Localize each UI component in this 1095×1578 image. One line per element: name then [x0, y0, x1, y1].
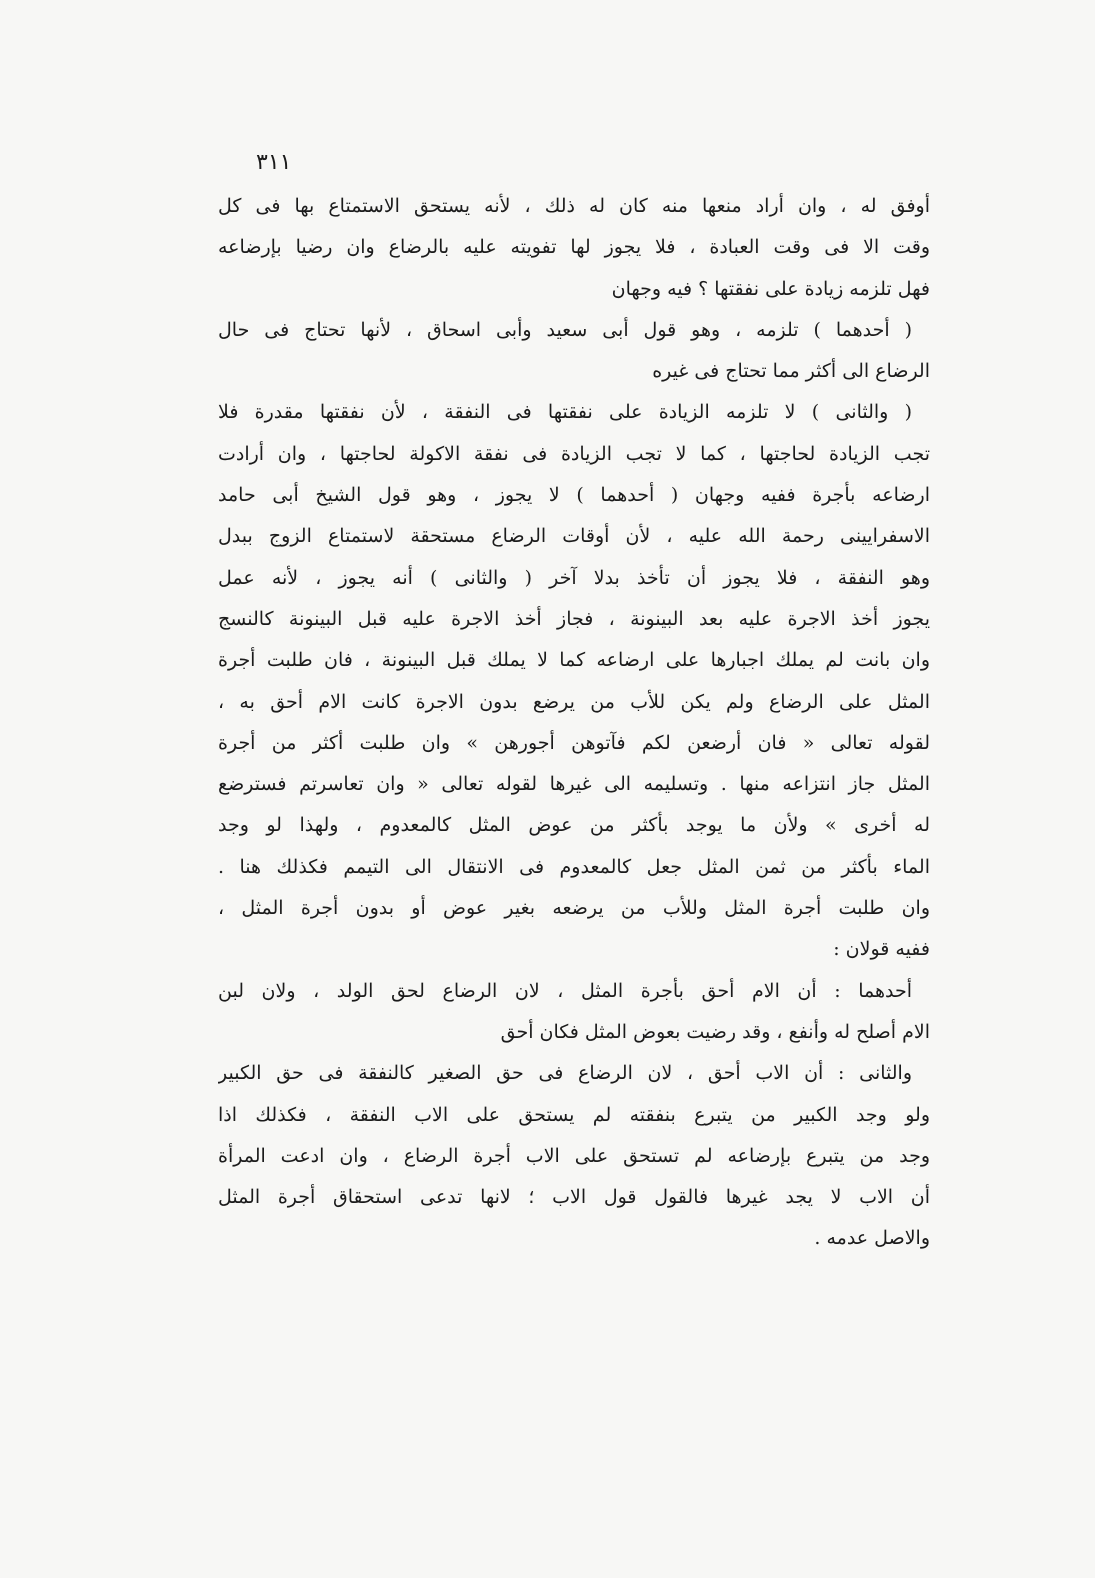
text-line: المثل جاز انتزاعه منها . وتسليمه الى غيرها لقوله تعالى « وان تعاسرتم فسترضع	[218, 773, 930, 796]
text-line: لقوله تعالى « فان أرضعن لكم فآتوهن أجورهن » وان طلبت أكثر من أجرة	[218, 731, 930, 754]
text-line: ( أحدهما ) تلزمه ، وهو قول أبى سعيد وأبى اسحاق ، لأنها تحتاج فى حال	[218, 318, 912, 341]
text-line: أن الاب لا يجد غيرها فالقول قول الاب ؛ لانها تدعى استحقاق أجرة المثل	[218, 1186, 930, 1209]
text-line: ( والثانى ) لا تلزمه الزيادة على نفقتها فى النفقة ، لأن نفقتها مقدرة فلا	[218, 401, 912, 424]
text-line: تجب الزيادة لحاجتها ، كما لا تجب الزيادة فى نفقة الاكولة لحاجتها ، وان أرادت	[218, 442, 930, 465]
text-line: الماء بأكثر من ثمن المثل جعل كالمعدوم فى الانتقال الى التيمم فكذلك هنا .	[218, 855, 930, 878]
text-line: المثل على الرضاع ولم يكن للأب من يرضع بدون الاجرة كانت الام أحق به ،	[218, 690, 930, 713]
text-line: وان طلبت أجرة المثل وللأب من يرضعه بغير عوض أو بدون أجرة المثل ،	[218, 897, 930, 920]
text-line: يجوز أخذ الاجرة عليه بعد البينونة ، فجاز أخذ الاجرة عليه قبل البينونة كالنسج	[218, 607, 930, 630]
text-line: وان بانت لم يملك اجبارها على ارضاعه كما لا يملك قبل البينونة ، فان طلبت أجرة	[218, 649, 930, 672]
text-line: فهل تلزمه زيادة على نفقتها ؟ فيه وجهان	[611, 277, 930, 300]
text-line: والاصل عدمه .	[814, 1227, 930, 1250]
text-line: والثانى : أن الاب أحق ، لان الرضاع فى حق الصغير كالنفقة فى حق الكبير	[218, 1062, 912, 1085]
text-line: الام أصلح له وأنفع ، وقد رضيت بعوض المثل فكان أحق	[500, 1020, 930, 1043]
text-line: وهو النفقة ، فلا يجوز أن تأخذ بدلا آخر ( والثانى ) أنه يجوز ، لأنه عمل	[218, 566, 930, 589]
text-line: وقت الا فى وقت العبادة ، فلا يجوز لها تفويته عليه بالرضاع وان رضيا بإرضاعه	[218, 236, 930, 259]
text-line: وجد من يتبرع بإرضاعه لم تستحق على الاب أجرة الرضاع ، وان ادعت المرأة	[218, 1144, 930, 1167]
text-line: الرضاع الى أكثر مما تحتاج فى غيره	[652, 360, 930, 383]
text-line: الاسفرايينى رحمة الله عليه ، لأن أوقات الرضاع مستحقة لاستمتاع الزوج ببدل	[218, 525, 930, 548]
text-line: ارضاعه بأجرة ففيه وجهان ( أحدهما ) لا يجوز ، وهو قول الشيخ أبى حامد	[218, 484, 930, 507]
body-text	[218, 186, 930, 1260]
text-line: أحدهما : أن الام أحق بأجرة المثل ، لان الرضاع لحق الولد ، ولان لبن	[218, 979, 912, 1002]
text-line: ولو وجد الكبير من يتبرع بنفقته لم يستحق على الاب النفقة ، فكذلك اذا	[218, 1103, 930, 1126]
page-number: ٣١١	[256, 150, 292, 175]
text-line: ففيه قولان :	[833, 938, 930, 961]
text-line: له أخرى » ولأن ما يوجد بأكثر من عوض المثل كالمعدوم ، ولهذا لو وجد	[218, 814, 930, 837]
text-line: أوفق له ، وان أراد منعها منه كان له ذلك ، لأنه يستحق الاستمتاع بها فى كل	[218, 195, 930, 217]
